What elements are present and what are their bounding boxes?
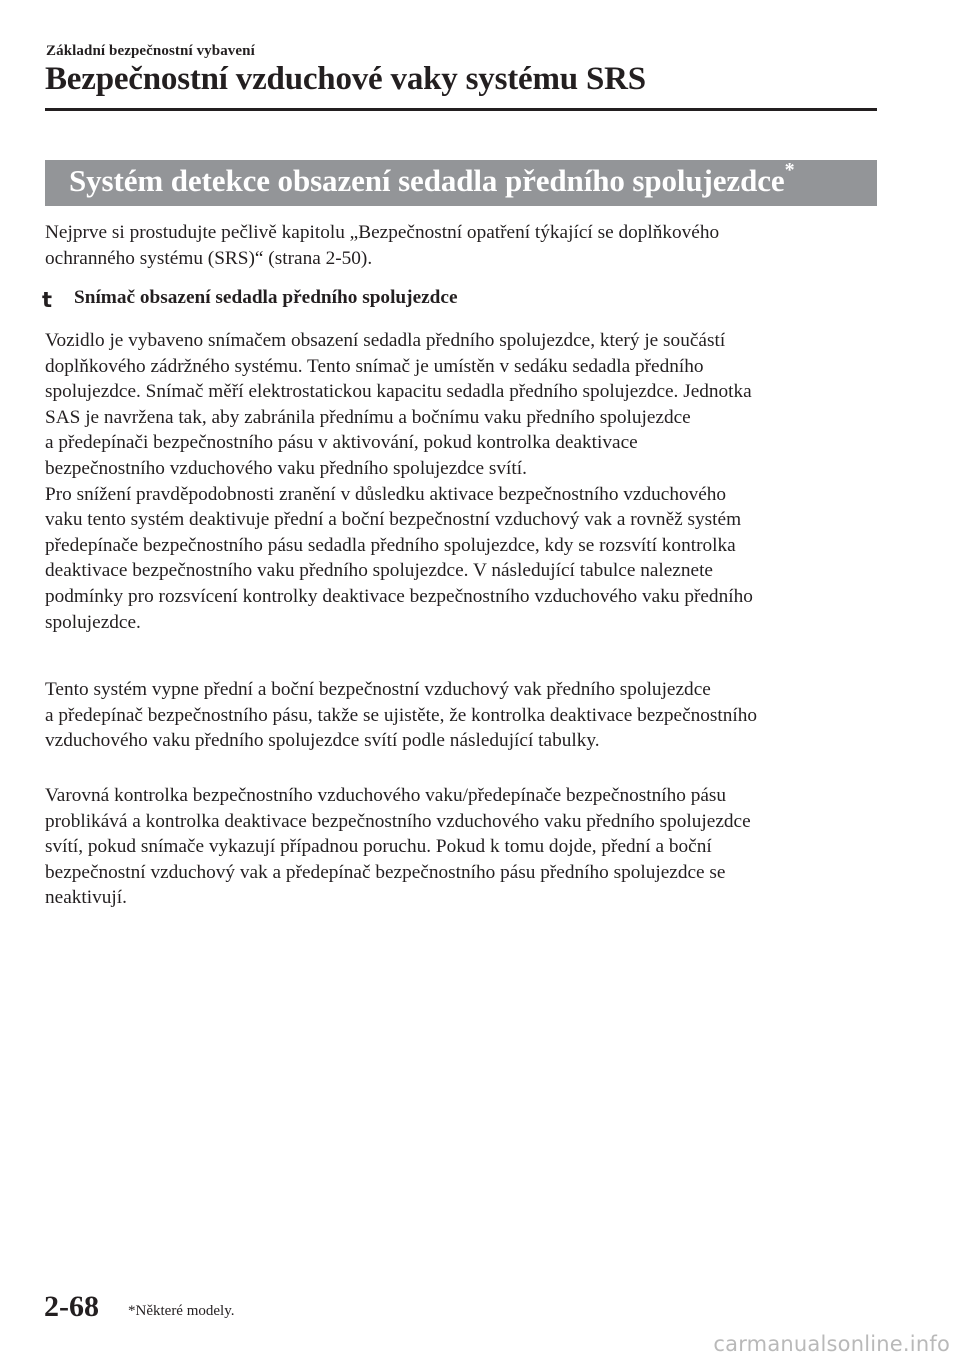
page-number: 2-68	[44, 1290, 99, 1323]
section-title	[69, 158, 795, 199]
body-paragraph-2: Tento systém vypne přední a boční bezpečnostní vzduchový vak předního spolujezdce a předepínač bezpečnostního pásu, takže se ujistěte, že kontrolka deaktivace bezpečnostního vzduchového vaku předního spolujezdce svítí podle následující tabulky.	[45, 679, 758, 752]
body-paragraph-1: Vozidlo je vybaveno snímačem obsazení sedadla předního spolujezdce, který je součástí doplňkového zádržného systému. Tento snímač je umístěn v sedáku sedadla předního spolujezdce. Snímač měří elektrostatickou kapacitu sedadla předního spolujezdce. Jednotka SAS je navržena tak, aby zabránila přednímu a bočnímu vaku předního spolujezdce a předepínači bezpečnostního pásu v aktivování, pokud kontrolka deaktivace bezpečnostního vzduchového vaku předního spolujezdce svítí. Pro snížení pravděpodobnosti zranění v důsledku aktivace bezpečnostního vzduchového vaku tento systém deaktivuje přední a boční bezpečnostní vzduchový vak a rovněž systém předepínače bezpečnostního pásu sedadla předního spolujezdce, kdy se rozsvítí kontrolka deaktivace bezpečnostního vaku předního spolujezdce. V následující tabulce naleznete podmínky pro rozsvícení kontrolky deaktivace bezpečnostního vzduchového vaku předního spolujezdce.	[45, 330, 753, 633]
footnote-marker: *	[784, 158, 795, 181]
page-title: Bezpečnostní vzduchové vaky systému SRS	[45, 61, 646, 97]
footnote: *Některé modely.	[128, 1303, 235, 1319]
subsection-bullet-icon: t	[42, 288, 53, 312]
section-banner	[45, 160, 877, 206]
site-watermark: carmanualsonline.info	[713, 1332, 950, 1356]
header-divider	[45, 108, 877, 111]
intro-paragraph: Nejprve si prostudujte pečlivě kapitolu „Bezpečnostní opatření týkající se doplňkového ochranného systému (SRS)“ (strana 2-50).	[45, 222, 720, 269]
section-title-text: Systém detekce obsazení sedadla předního spolujezdce	[69, 163, 785, 198]
body-paragraph-3: Varovná kontrolka bezpečnostního vzduchového vaku/předepínače bezpečnostního pásu problikává a kontrolka deaktivace bezpečnostního vzduchového vaku předního spolujezdce svítí, pokud snímače vykazují případnou poruchu. Pokud k tomu dojde, přední a boční bezpečnostní vzduchový vak a předepínač bezpečnostního pásu předního spolujezdce se neaktivují.	[45, 785, 751, 909]
subsection-heading: Snímač obsazení sedadla předního spolujezdce	[74, 287, 458, 308]
chapter-heading: Základní bezpečnostní vybavení	[46, 43, 255, 59]
